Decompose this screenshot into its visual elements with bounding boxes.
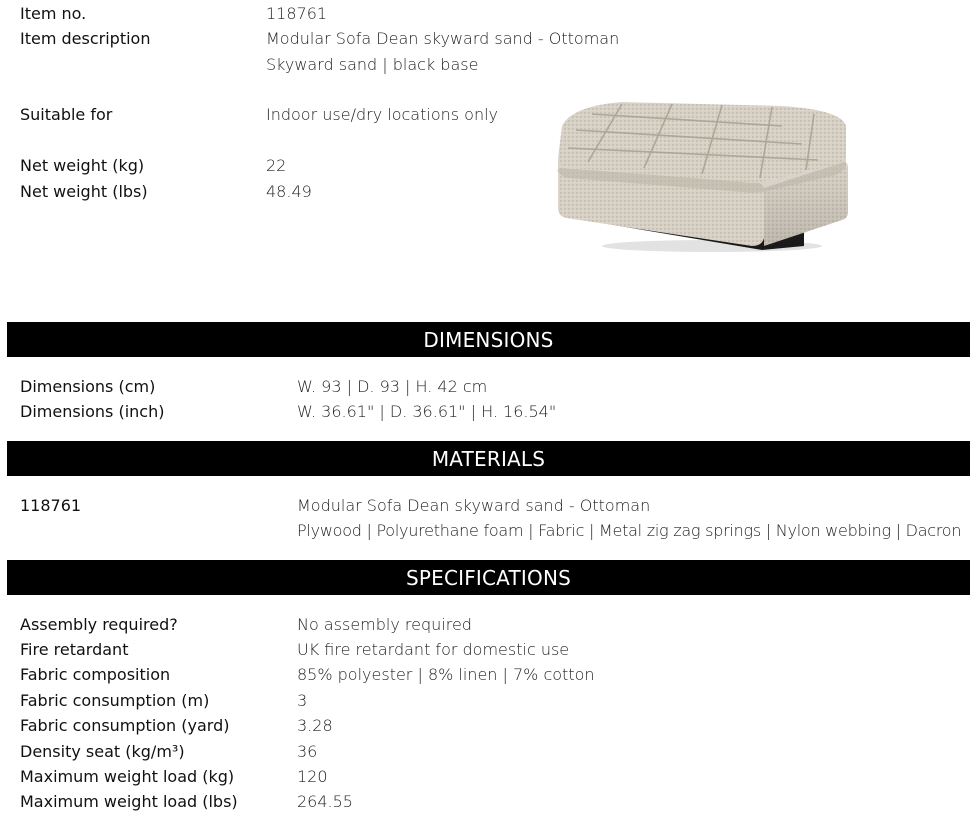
materials-line2: Plywood | Polyurethane foam | Fabric | Metal zig zag springs | Nylon webbing | Dacron (297, 521, 962, 540)
dimensions-header: DIMENSIONS (7, 322, 970, 357)
dimensions-inch-label: Dimensions (inch) (20, 402, 165, 421)
spec-value: 36 (297, 742, 318, 761)
spec-value: UK fire retardant for domestic use (297, 640, 570, 659)
spec-label: Fabric composition (20, 665, 171, 684)
dimensions-inch-value: W. 36.61" | D. 36.61" | H. 16.54" (297, 402, 557, 421)
spec-label: Density seat (kg/m³) (20, 742, 185, 761)
spec-label: Assembly required? (20, 615, 178, 634)
spec-label: Maximum weight load (kg) (20, 767, 235, 786)
specifications-header: SPECIFICATIONS (7, 560, 970, 595)
spec-label: Fire retardant (20, 640, 129, 659)
spec-value: 264.55 (297, 792, 353, 811)
net-weight-kg-value: 22 (266, 156, 287, 175)
spec-label: Maximum weight load (lbs) (20, 792, 238, 811)
net-weight-lbs-label: Net weight (lbs) (20, 182, 148, 201)
net-weight-kg-label: Net weight (kg) (20, 156, 145, 175)
suitable-for-value: Indoor use/dry locations only (266, 105, 499, 124)
spec-label: Fabric consumption (m) (20, 691, 210, 710)
net-weight-lbs-value: 48.49 (266, 182, 312, 201)
item-no-label: Item no. (20, 4, 87, 23)
suitable-for-label: Suitable for (20, 105, 113, 124)
spec-value: 3.28 (297, 716, 333, 735)
materials-line1: Modular Sofa Dean skyward sand - Ottoman (297, 496, 651, 515)
ottoman-product-image (552, 96, 852, 256)
dimensions-cm-value: W. 93 | D. 93 | H. 42 cm (297, 377, 488, 396)
spec-value: No assembly required (297, 615, 472, 634)
item-description-line1: Modular Sofa Dean skyward sand - Ottoman (266, 29, 620, 48)
materials-header: MATERIALS (7, 441, 970, 476)
spec-value: 3 (297, 691, 308, 710)
spec-value: 85% polyester | 8% linen | 7% cotton (297, 665, 595, 684)
dimensions-cm-label: Dimensions (cm) (20, 377, 156, 396)
item-description-label: Item description (20, 29, 151, 48)
item-no-value: 118761 (266, 4, 328, 23)
spec-label: Fabric consumption (yard) (20, 716, 230, 735)
item-description-line2: Skyward sand | black base (266, 55, 479, 74)
spec-value: 120 (297, 767, 328, 786)
materials-code: 118761 (20, 496, 82, 515)
